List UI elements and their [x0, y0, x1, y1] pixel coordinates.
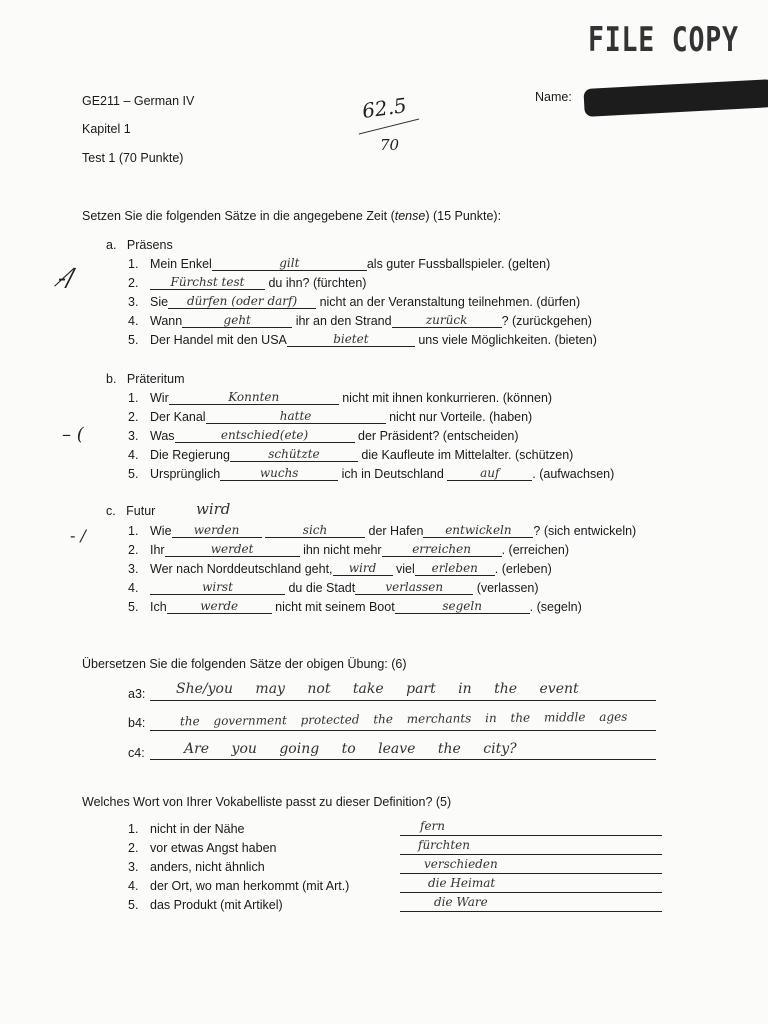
vocab-item-4: 4. der Ort, wo man herkommt (mit Art.) — [128, 879, 350, 893]
translation-line-a3 — [150, 700, 656, 701]
answer-field[interactable]: auf — [447, 466, 532, 481]
vocab-item-1: 1. nicht in der Nähe — [128, 822, 245, 836]
futur-note: wird — [196, 500, 231, 518]
subsection-b-heading: b. Präteritum — [106, 372, 185, 386]
item-a4: 4. Wann geht ihr an den Strand zurück ? (zurückgehen) — [128, 313, 592, 328]
item-b4: 4. Die Regierung schützte die Kaufleute im Mittelalter. (schützen) — [128, 447, 574, 462]
answer-field[interactable]: wirst — [150, 580, 285, 595]
answer-field[interactable]: erleben — [415, 561, 495, 576]
translation-answer-c4[interactable]: Are you going to leave the city? — [184, 741, 517, 757]
translation-answer-b4[interactable]: the government protected the merchants in the middle ages — [179, 709, 628, 729]
redacted-name — [583, 79, 768, 117]
margin-mark-a: -/̸ — [58, 264, 75, 292]
vocab-line-4 — [400, 892, 662, 893]
answer-field[interactable]: geht — [182, 313, 292, 328]
score-total: 70 — [380, 136, 400, 154]
item-b2: 2. Der Kanal hatte nicht nur Vorteile. (haben) — [128, 409, 533, 424]
answer-field[interactable]: gilt — [212, 256, 367, 271]
subsection-a-heading: a. Präsens — [106, 238, 173, 252]
section2-instruction: Übersetzen Sie die folgenden Sätze der obigen Übung: (6) — [82, 657, 407, 671]
answer-field[interactable]: segeln — [395, 599, 530, 614]
score-value: 62.5 — [360, 93, 408, 123]
answer-field[interactable]: dürfen (oder darf) — [168, 294, 316, 309]
vocab-item-2: 2. vor etwas Angst haben — [128, 841, 277, 855]
answer-field[interactable]: entwickeln — [423, 523, 533, 538]
vocab-item-5: 5. das Produkt (mit Artikel) — [128, 898, 283, 912]
answer-field[interactable]: werdet — [165, 542, 300, 557]
translation-line-c4 — [150, 759, 656, 760]
answer-field[interactable]: Konnten — [169, 390, 339, 405]
file-copy-stamp: FILE COPY — [588, 20, 739, 60]
answer-field[interactable]: werden — [172, 523, 262, 538]
answer-field[interactable]: erreichen — [382, 542, 502, 557]
vocab-answer-2[interactable]: fürchten — [418, 838, 471, 852]
vocab-answer-4[interactable]: die Heimat — [428, 876, 496, 890]
item-a1: 1. Mein Enkel gilt als guter Fussballspieler. (gelten) — [128, 256, 551, 271]
item-b3: 3. Was entschied(ete) der Präsident? (entscheiden) — [128, 428, 519, 443]
answer-field[interactable]: zurück — [392, 313, 502, 328]
chapter-label: Kapitel 1 — [82, 122, 131, 136]
item-c1: 1. Wie werden sich der Hafen entwickeln ? (sich entwickeln) — [128, 523, 637, 538]
vocab-line-3 — [400, 873, 662, 874]
item-c3: 3. Wer nach Norddeutschland geht, wird viel erleben . (erleben) — [128, 561, 552, 576]
translation-answer-a3[interactable]: She/you may not take part in the event — [176, 681, 579, 697]
answer-field[interactable]: werde — [167, 599, 272, 614]
section3-instruction: Welches Wort von Ihrer Vokabelliste passt zu dieser Definition? (5) — [82, 795, 452, 809]
answer-field[interactable]: Fürchst test — [150, 275, 265, 290]
section1-instruction: Setzen Sie die folgenden Sätze in die angegebene Zeit (tense) (15 Punkte): — [82, 209, 502, 223]
item-a3: 3. Sie dürfen (oder darf) nicht an der Veranstaltung teilnehmen. (dürfen) — [128, 294, 581, 309]
answer-field[interactable]: entschied(ete) — [175, 428, 355, 443]
margin-mark-c: - / — [70, 526, 86, 545]
vocab-line-5 — [400, 911, 662, 912]
translation-line-b4 — [150, 730, 656, 731]
item-b5: 5. Ursprünglich wuchs ich in Deutschland auf . (aufwachsen) — [128, 466, 615, 481]
vocab-answer-1[interactable]: fern — [420, 819, 446, 833]
vocab-item-3: 3. anders, nicht ähnlich — [128, 860, 265, 874]
translation-label-a3: a3: — [128, 687, 146, 701]
answer-field[interactable]: hatte — [206, 409, 386, 424]
translation-label-b4: b4: — [128, 716, 146, 730]
answer-field[interactable]: bietet — [287, 332, 415, 347]
translation-label-c4: c4: — [128, 746, 145, 760]
margin-mark-b: – ( — [62, 424, 84, 445]
name-label: Name: — [535, 90, 572, 104]
answer-field[interactable]: schützte — [230, 447, 358, 462]
item-c5: 5. Ich werde nicht mit seinem Boot segeln . (segeln) — [128, 599, 582, 614]
answer-field[interactable]: wird — [333, 561, 393, 576]
answer-field[interactable]: sich — [265, 523, 365, 538]
item-a2: 2. Fürchst test du ihn? (fürchten) — [128, 275, 367, 290]
vocab-line-2 — [400, 854, 662, 855]
course-title: GE211 – German IV — [82, 94, 195, 108]
item-b1: 1. Wir Konnten nicht mit ihnen konkurrieren. (können) — [128, 390, 553, 405]
answer-field[interactable]: wuchs — [220, 466, 338, 481]
subsection-c-heading: c. Futur — [106, 504, 156, 518]
item-a5: 5. Der Handel mit den USA bietet uns viele Möglichkeiten. (bieten) — [128, 332, 597, 347]
vocab-answer-3[interactable]: verschieden — [424, 857, 498, 871]
test-label: Test 1 (70 Punkte) — [82, 151, 184, 165]
answer-field[interactable]: verlassen — [355, 580, 473, 595]
vocab-answer-5[interactable]: die Ware — [434, 895, 488, 909]
vocab-line-1 — [400, 835, 662, 836]
item-c4: 4. wirst du die Stadt verlassen (verlassen) — [128, 580, 539, 595]
item-c2: 2. Ihr werdet ihn nicht mehr erreichen . (erreichen) — [128, 542, 569, 557]
